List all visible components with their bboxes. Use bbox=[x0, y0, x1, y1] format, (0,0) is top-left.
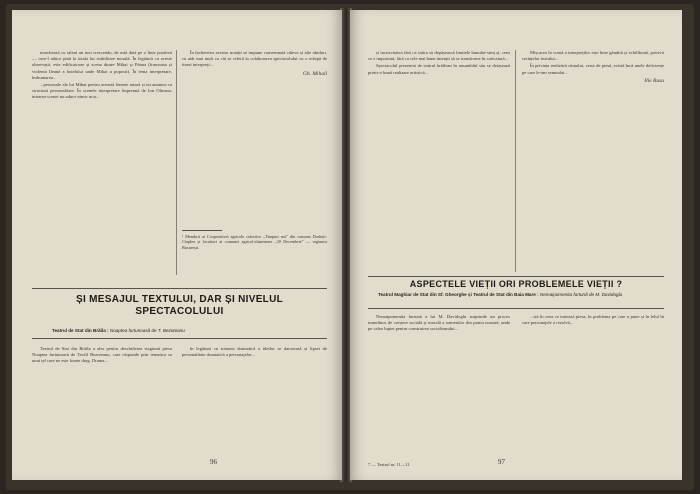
subhead-play: Noaptea furtunoasă de T. Bezoteanu bbox=[109, 328, 185, 333]
right-page-column-2 bbox=[522, 50, 664, 272]
left-bottom-col1-text: Teatrul de Stat din Brăila a ales pentru deschiderea stagiunii piesa Noaptea furtunoasă de Teofil Bezoteanu, care răspunde prin tematica sa unui țel care ne este foarte drag. Drama... bbox=[32, 346, 172, 364]
section-subhead bbox=[378, 292, 660, 298]
running-footer: 7 — Teatrul nr. 11—11 bbox=[368, 462, 410, 467]
right-col1-paragraph-1: și incisivitatea fără ca satira să depășească limitele bunului-simț și, ceea ce e important, fără ca cele mai bune intenții să se transforme în caricatură... bbox=[368, 50, 510, 62]
left-bottom-column-2 bbox=[182, 346, 327, 424]
section-subhead bbox=[52, 328, 312, 333]
left-page-number: 96 bbox=[210, 458, 217, 466]
left-footnote: ¹ Membrii ai Cooperativei agricole colective „Timpuri noi” din comuna Dudești-Cioplea și locuitori ai comunei agricol-alimentare „30 Decembrie” — regiunea București. bbox=[182, 234, 327, 250]
section-top-rule bbox=[368, 276, 664, 277]
column-divider bbox=[176, 50, 177, 275]
right-page-number: 97 bbox=[498, 458, 505, 466]
right-col1-paragraph-2: Spectacolul prezentat de teatrul brăilean în ansamblul său se detașează printr-o bună realizare artistică... bbox=[368, 63, 510, 75]
right-page-column-1 bbox=[368, 50, 510, 272]
right-col2-paragraph-2: În privința realizării ritmului, cerut de piesă, există încă unele deficiențe pe care le-am semnalat... bbox=[522, 63, 664, 75]
subhead-theatres: Teatrul Maghiar de Stat din Sf. Gheorghe și Teatrul de Stat din Baia Mare : bbox=[378, 292, 539, 297]
section-title: ASPECTELE VIEȚII ORI PROBLEMELE VIEȚII ? bbox=[409, 279, 623, 289]
left-col2-signature: Gh. Mihail bbox=[302, 70, 327, 77]
right-bottom-col2-text: ...stă în ceea ce tratează piesa, în problema pe care o pune și în felul în care personajele o rezolvă... bbox=[522, 314, 664, 326]
left-col2-paragraph-1: În încheierea acestor notații se impune consemnată câteva și alte rânduri, cu atât mai mult cu cât se referă la colaborarea spectacolului cu o echipă de tineri interpreți... bbox=[182, 50, 327, 68]
left-page-column-1 bbox=[32, 50, 172, 274]
right-col2-signature: Ilie Rusu bbox=[644, 77, 664, 84]
section-title-line-2: SPECTACOLULUI bbox=[135, 306, 224, 317]
right-bottom-col1-text: Nemaipomenita furtună a lui M. Davidoglu surprinde un proces tumultuos de creștere socială și morală a oamenilor din patria noastră, unde pe calea luptei pentru construirea socialismului... bbox=[368, 314, 510, 332]
left-bottom-column-1 bbox=[32, 346, 172, 424]
left-col1-paragraph-2: ...personale ale lui Mihai pentru această femeie atrasă și nu anumea ca structură personalitate. În scenele interpretare împreună de Ion Olteanu, intrarea scenei nu aduce nimic nou... bbox=[32, 82, 172, 100]
left-col1-paragraph-1: marchează cu talent un nou crescendo, de astă dată pe o linie pozitivă — care-l aduce pină la totala lui reabilitare morală. În legătură cu aceste observații, este edificatoare și scena dintre Mihai și Păuna (frumoasa și violenta Ileană a hotelului unde Mihai a poposit). În tenta interpretare, îndrumarea... bbox=[32, 50, 172, 80]
right-col2-paragraph-1: Mișcarea în scenă a interpreților este bine gândită și echilibrată, potrivit cerințelor textului... bbox=[522, 50, 664, 62]
subhead-play: Nemaipomenita furtună de M. Davidoglu bbox=[539, 292, 623, 297]
subhead-theatre: Teatrul de Stat din Brăila : bbox=[52, 328, 109, 333]
section-top-rule bbox=[32, 288, 327, 289]
footnote-rule bbox=[182, 230, 222, 231]
right-page bbox=[350, 10, 682, 480]
left-page bbox=[12, 10, 342, 480]
section-bottom-rule bbox=[368, 308, 664, 309]
column-divider bbox=[515, 50, 516, 272]
right-bottom-column-1 bbox=[368, 314, 510, 444]
left-page-column-2 bbox=[182, 50, 327, 220]
right-bottom-column-2 bbox=[522, 314, 664, 444]
section-title-line-1: ȘI MESAJUL TEXTULUI, DAR ȘI NIVELUL bbox=[76, 294, 283, 305]
left-bottom-col2-text: în legătură cu tratarea dramatică a ideilor se datorează și lipsei de personalitate dramatică a personajelor... bbox=[182, 346, 327, 358]
section-bottom-rule bbox=[32, 338, 327, 339]
section-title bbox=[32, 294, 327, 318]
